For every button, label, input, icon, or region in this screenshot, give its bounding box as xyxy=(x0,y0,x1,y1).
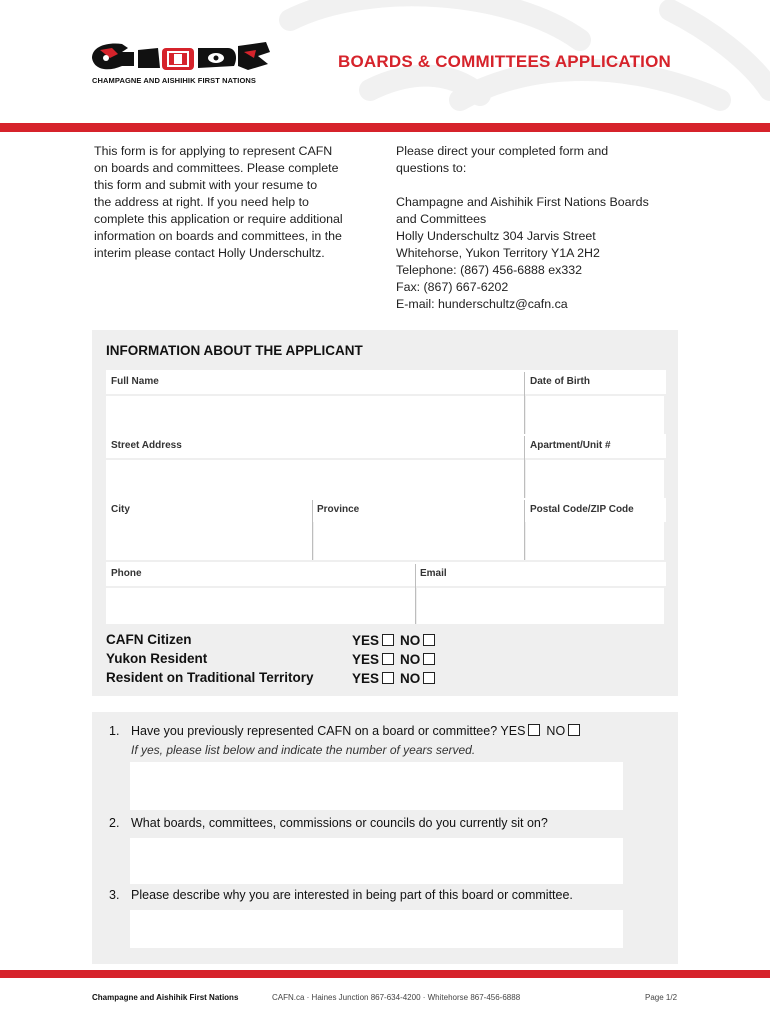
province-label: Province xyxy=(314,500,522,520)
question-1-hint: If yes, please list below and indicate the number of years served. xyxy=(131,743,476,757)
postal-code-field[interactable] xyxy=(526,522,664,560)
no-label: NO xyxy=(400,633,421,648)
field-divider xyxy=(312,500,313,560)
contact-intro-line: questions to: xyxy=(396,161,467,175)
cafn-citizen-label: CAFN Citizen xyxy=(106,632,192,647)
footer-org: Champagne and Aishihik First Nations xyxy=(92,993,239,1002)
email-field[interactable] xyxy=(417,588,664,624)
question-1-no-checkbox[interactable] xyxy=(568,724,580,736)
street-address-field[interactable] xyxy=(106,460,524,498)
cafn-citizen-options xyxy=(352,633,441,648)
contact-intro-line: Please direct your completed form and xyxy=(396,144,609,158)
contact-intro xyxy=(396,143,696,177)
yukon-resident-no-checkbox[interactable] xyxy=(423,653,435,665)
question-1-no-label: NO xyxy=(546,724,566,738)
phone-field[interactable] xyxy=(106,588,415,624)
address-line: and Committees xyxy=(396,212,487,226)
footer-accent-bar xyxy=(0,970,770,978)
mailing-address xyxy=(396,194,696,313)
full-name-label: Full Name xyxy=(106,370,666,394)
postal-code-label: Postal Code/ZIP Code xyxy=(526,500,664,520)
footer-contact: CAFN.ca · Haines Junction 867-634-4200 · Whitehorse 867-456-6888 xyxy=(272,993,521,1002)
question-1 xyxy=(109,724,586,738)
yes-label: YES xyxy=(352,652,380,667)
question-2 xyxy=(109,816,548,830)
header-accent-bar xyxy=(0,123,770,132)
city-field[interactable] xyxy=(106,522,312,560)
page-title: BOARDS & COMMITTEES APPLICATION xyxy=(338,52,671,71)
question-3 xyxy=(109,888,573,902)
question-number: 3. xyxy=(109,888,120,902)
no-label: NO xyxy=(400,652,421,667)
cafn-citizen-no-checkbox[interactable] xyxy=(423,634,435,646)
cafn-logo xyxy=(88,38,273,76)
contact-info xyxy=(396,143,696,330)
yukon-resident-options xyxy=(352,652,441,667)
field-divider xyxy=(524,372,525,434)
email-label: Email xyxy=(417,564,664,584)
no-label: NO xyxy=(400,671,421,686)
date-of-birth-field[interactable] xyxy=(526,396,664,434)
applicant-section-title: INFORMATION ABOUT THE APPLICANT xyxy=(106,343,363,358)
question-number: 2. xyxy=(109,816,120,830)
date-of-birth-label: Date of Birth xyxy=(526,372,664,392)
traditional-territory-yes-checkbox[interactable] xyxy=(382,672,394,684)
intro-line: the address at right. If you need help to xyxy=(94,195,309,209)
intro-line: this form and submit with your resume to xyxy=(94,178,318,192)
page-header xyxy=(0,0,770,132)
yukon-resident-label: Yukon Resident xyxy=(106,651,208,666)
apartment-field[interactable] xyxy=(526,460,664,498)
yukon-resident-yes-checkbox[interactable] xyxy=(382,653,394,665)
full-name-field[interactable] xyxy=(106,396,524,434)
address-line: Holly Underschultz 304 Jarvis Street xyxy=(396,229,596,243)
yes-label: YES xyxy=(352,633,380,648)
address-line: Champagne and Aishihik First Nations Boards xyxy=(396,195,649,209)
traditional-territory-label: Resident on Traditional Territory xyxy=(106,670,314,685)
field-divider xyxy=(524,500,525,560)
intro-line: interim please contact Holly Underschultz. xyxy=(94,246,325,260)
apartment-label: Apartment/Unit # xyxy=(526,436,664,456)
question-1-yes-checkbox[interactable] xyxy=(528,724,540,736)
yes-label: YES xyxy=(352,671,380,686)
question-1-answer[interactable] xyxy=(130,762,623,810)
intro-line: complete this application or require additional xyxy=(94,212,343,226)
question-2-answer[interactable] xyxy=(130,838,623,884)
intro-line: on boards and committees. Please complete xyxy=(94,161,339,175)
question-number: 1. xyxy=(109,724,120,738)
province-field[interactable] xyxy=(314,522,524,560)
traditional-territory-no-checkbox[interactable] xyxy=(423,672,435,684)
phone-label: Phone xyxy=(106,562,666,586)
intro-line: information on boards and committees, in the xyxy=(94,229,342,243)
email-line: E-mail: hunderschultz@cafn.ca xyxy=(396,297,568,311)
street-address-label: Street Address xyxy=(106,434,666,458)
question-3-text: Please describe why you are interested in being part of this board or committee. xyxy=(131,888,573,902)
field-divider xyxy=(524,436,525,498)
telephone-line: Telephone: (867) 456-6888 ex332 xyxy=(396,263,583,277)
question-1-text: Have you previously represented CAFN on a board or committee? YES xyxy=(131,724,526,738)
org-name: CHAMPAGNE AND AISHIHIK FIRST NATIONS xyxy=(92,76,257,85)
address-line: Whitehorse, Yukon Territory Y1A 2H2 xyxy=(396,246,600,260)
question-3-answer[interactable] xyxy=(130,910,623,948)
question-2-text: What boards, committees, commissions or councils do you currently sit on? xyxy=(131,816,548,830)
city-label: City xyxy=(106,498,666,522)
intro-line: This form is for applying to represent CAFN xyxy=(94,144,333,158)
traditional-territory-options xyxy=(352,671,441,686)
fax-line: Fax: (867) 667-6202 xyxy=(396,280,509,294)
page-number: Page 1/2 xyxy=(645,993,678,1002)
cafn-citizen-yes-checkbox[interactable] xyxy=(382,634,394,646)
field-divider xyxy=(415,564,416,624)
intro-instructions xyxy=(94,143,384,262)
